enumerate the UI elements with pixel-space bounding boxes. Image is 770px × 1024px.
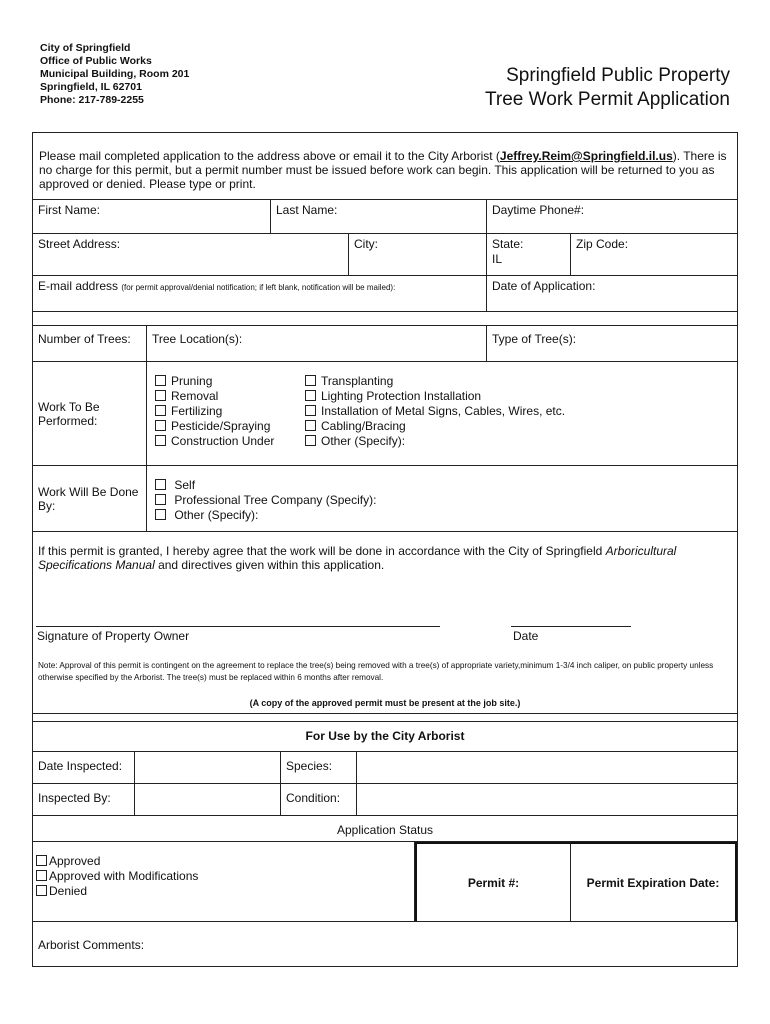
city-label: City: xyxy=(354,237,378,251)
title-line-1: Springfield Public Property xyxy=(506,65,730,86)
arborist-comments-label: Arborist Comments: xyxy=(38,938,145,952)
arborist-header-row xyxy=(33,722,737,752)
option-label: Other (Specify): xyxy=(174,508,259,522)
species-field[interactable] xyxy=(357,752,737,783)
state-value: IL xyxy=(492,252,503,266)
checkbox[interactable] xyxy=(155,375,166,386)
expiration-date-field[interactable] xyxy=(571,842,737,921)
status-option[interactable] xyxy=(36,854,411,869)
option-label: Cabling/Bracing xyxy=(321,419,406,433)
street-field[interactable] xyxy=(33,234,349,275)
signature-line[interactable] xyxy=(36,626,440,627)
application-date-label: Date of Application: xyxy=(492,279,596,293)
status-title: Application Status xyxy=(336,823,434,837)
signature-label: Signature of Property Owner xyxy=(37,629,190,643)
checkbox[interactable] xyxy=(305,435,316,446)
done-by-label: Work Will Be Done By: xyxy=(38,484,139,513)
intro-before: Please mail completed application to the address above or email it to the City Arborist ( xyxy=(39,149,500,163)
zip-label: Zip Code: xyxy=(576,237,629,251)
permit-number-field[interactable] xyxy=(415,842,571,921)
tree-location-field[interactable] xyxy=(147,326,487,361)
done-by-option[interactable] xyxy=(155,508,729,523)
checkbox[interactable] xyxy=(155,390,166,401)
checkbox[interactable] xyxy=(36,870,47,881)
section-gap xyxy=(33,714,737,722)
checkbox[interactable] xyxy=(305,375,316,386)
inspector-row xyxy=(33,784,737,816)
option-label: Fertilizing xyxy=(171,404,223,418)
intro-after: ). There is no charge for this permit, but a permit number must be issued before work can begin. This application will be returned to you as approved or denied. Please type or print. xyxy=(39,149,727,191)
agreement-row xyxy=(33,532,737,714)
application-date-field[interactable] xyxy=(487,276,737,311)
date-inspected-label: Date Inspected: xyxy=(33,752,135,783)
last-name-label: Last Name: xyxy=(276,203,338,217)
option-label: Other (Specify): xyxy=(321,434,406,448)
work-option[interactable] xyxy=(305,419,565,434)
email-field[interactable] xyxy=(33,276,487,311)
date-line[interactable] xyxy=(511,626,631,627)
approval-note: Note: Approval of this permit is contingent on the agreement to replace the tree(s) being removed with a tree(s) of appropriate variety,minimum 1-3/4 inch caliper, on public property unless otherwise specified by the Arborist. The tree(s) must be replaced within 6 months after removal. xyxy=(38,661,714,682)
trees-row xyxy=(33,326,737,362)
done-by-option[interactable] xyxy=(155,478,729,493)
done-by-row xyxy=(33,466,737,532)
option-label: Approved xyxy=(49,854,101,868)
last-name-field[interactable] xyxy=(271,200,487,233)
checkbox[interactable] xyxy=(155,420,166,431)
arborist-comments-field[interactable] xyxy=(33,922,737,966)
title-line-2: Tree Work Permit Application xyxy=(485,89,730,110)
state-field[interactable] xyxy=(487,234,571,275)
agreement-text xyxy=(33,532,737,578)
inspected-by-label: Inspected By: xyxy=(33,784,135,815)
done-by-options xyxy=(147,466,737,531)
option-label: Denied xyxy=(49,884,88,898)
email-note: (for permit approval/denial notification; if left blank, notification will be mailed): xyxy=(121,283,396,292)
option-label: Approved with Modifications xyxy=(49,869,199,883)
tree-type-field[interactable] xyxy=(487,326,737,361)
checkbox[interactable] xyxy=(155,494,166,505)
address-row xyxy=(33,234,737,276)
option-label: Removal xyxy=(171,389,219,403)
date-inspected-field[interactable] xyxy=(135,752,281,783)
inspected-by-field[interactable] xyxy=(135,784,281,815)
phone-field[interactable] xyxy=(487,200,737,233)
option-label: Self xyxy=(174,478,196,492)
agreement-body: If this permit is granted, I hereby agree that the work will be done in accordance with the City of Springfield xyxy=(38,544,603,558)
work-options-col1 xyxy=(155,374,305,453)
date-label: Date xyxy=(513,629,539,643)
office-line: Municipal Building, Room 201 xyxy=(40,68,190,80)
checkbox[interactable] xyxy=(305,420,316,431)
condition-label: Condition: xyxy=(281,784,357,815)
email-label: E-mail address xyxy=(38,279,119,293)
office-line: Office of Public Works xyxy=(40,55,152,67)
zip-field[interactable] xyxy=(571,234,737,275)
option-label: Pruning xyxy=(171,374,213,388)
street-label: Street Address: xyxy=(38,237,121,251)
form-title xyxy=(485,64,730,112)
work-row xyxy=(33,362,737,466)
work-option[interactable] xyxy=(305,389,565,404)
work-option[interactable] xyxy=(305,374,565,389)
work-label-cell xyxy=(33,362,147,465)
checkbox[interactable] xyxy=(155,509,166,520)
work-option[interactable] xyxy=(155,419,305,434)
state-label: State: xyxy=(492,237,524,251)
arborist-section-title: For Use by the City Arborist xyxy=(305,729,465,743)
office-line: City of Springfield xyxy=(40,42,131,54)
checkbox[interactable] xyxy=(36,855,47,866)
checkbox[interactable] xyxy=(305,390,316,401)
status-row xyxy=(33,842,737,922)
option-label: Pesticide/Spraying xyxy=(171,419,271,433)
tree-location-label: Tree Location(s): xyxy=(152,332,243,346)
name-row xyxy=(33,200,737,234)
work-option[interactable] xyxy=(155,434,305,449)
phone-label: Daytime Phone#: xyxy=(492,203,585,217)
office-phone: Phone: 217-789-2255 xyxy=(40,94,144,106)
tree-count-label: Number of Trees: xyxy=(38,332,131,346)
option-label: Transplanting xyxy=(321,374,394,388)
species-label: Species: xyxy=(281,752,357,783)
work-option[interactable] xyxy=(155,404,305,419)
option-label: Lighting Protection Installation xyxy=(321,389,482,403)
work-option[interactable] xyxy=(305,434,565,449)
manual-title: Arboricultural Specifications Manual xyxy=(38,544,677,572)
checkbox[interactable] xyxy=(155,479,166,490)
arborist-email-link[interactable]: Jeffrey.Reim@Springfield.il.us xyxy=(499,149,673,163)
expiration-date-label: Permit Expiration Date: xyxy=(586,875,720,890)
work-options-col2 xyxy=(305,374,565,453)
work-option[interactable] xyxy=(155,389,305,404)
work-label: Work To Be Performed: xyxy=(38,399,100,428)
option-label: Installation of Metal Signs, Cables, Wires, etc. xyxy=(321,404,566,418)
office-line: Springfield, IL 62701 xyxy=(40,81,142,93)
work-option[interactable] xyxy=(155,374,305,389)
checkbox[interactable] xyxy=(155,405,166,416)
checkbox[interactable] xyxy=(305,405,316,416)
status-option[interactable] xyxy=(36,869,411,884)
done-by-option[interactable] xyxy=(155,493,729,508)
intro-text xyxy=(33,133,737,199)
first-name-field[interactable] xyxy=(33,200,271,233)
agreement-body-end: and directives given within this application. xyxy=(158,558,385,572)
first-name-label: First Name: xyxy=(38,203,101,217)
tree-count-field[interactable] xyxy=(33,326,147,361)
city-field[interactable] xyxy=(349,234,487,275)
work-option[interactable] xyxy=(305,404,565,419)
email-row xyxy=(33,276,737,312)
inspection-row xyxy=(33,752,737,784)
tree-type-label: Type of Tree(s): xyxy=(492,332,577,346)
section-gap xyxy=(33,312,737,326)
copy-note: (A copy of the approved permit must be present at the job site.) xyxy=(249,698,521,708)
checkbox[interactable] xyxy=(36,885,47,896)
condition-field[interactable] xyxy=(357,784,737,815)
option-label: Professional Tree Company (Specify): xyxy=(174,493,377,507)
status-header-row xyxy=(33,816,737,842)
status-options xyxy=(33,842,415,921)
done-by-label-cell xyxy=(33,466,147,531)
work-options xyxy=(147,362,737,465)
permit-number-label: Permit #: xyxy=(467,875,520,890)
comments-row xyxy=(33,922,737,966)
permit-form xyxy=(32,132,738,967)
status-option[interactable] xyxy=(36,884,411,899)
intro-row xyxy=(33,133,737,200)
checkbox[interactable] xyxy=(155,435,166,446)
office-address xyxy=(40,42,189,107)
option-label: Construction Under xyxy=(171,434,275,448)
